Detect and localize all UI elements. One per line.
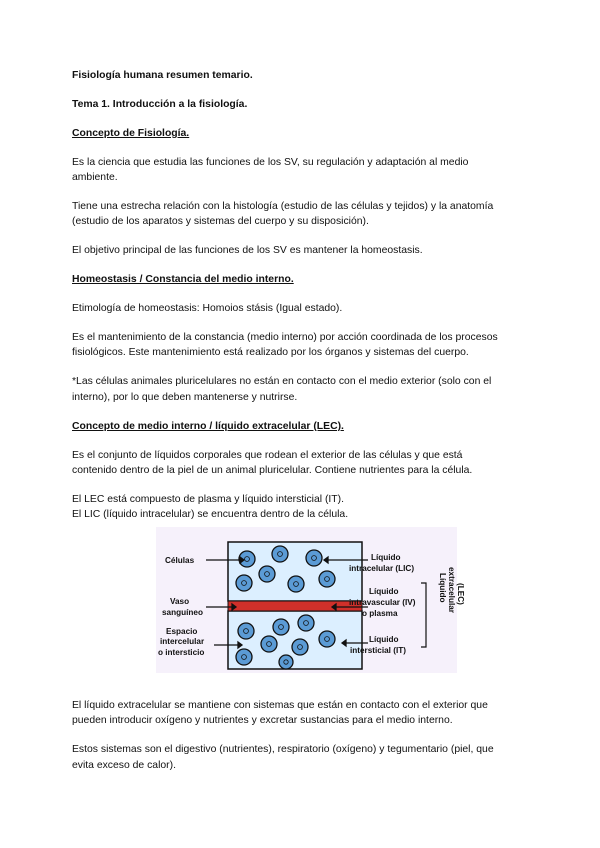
paragraph-line: Tiene una estrecha relación con la histología (estudio de las células y tejidos) y la anatomía	[72, 201, 494, 213]
paragraph-line: pueden introducir oxígeno y nutrientes y excretar sustancias para el medio interno.	[72, 715, 453, 727]
cell	[272, 546, 288, 562]
label-space-2: intercelular	[160, 637, 205, 646]
paragraph-line: El objetivo principal de las funciones de los SV es mantener la homeostasis.	[72, 245, 423, 257]
topic-title: Tema 1. Introducción a la fisiología.	[72, 98, 248, 110]
paragraph-line: *Las células animales pluricelulares no están en contacto con el medio exterior (solo con el	[72, 376, 492, 388]
section-heading-homeostasis: Homeostasis / Constancia del medio interno.	[72, 274, 294, 286]
label-vessel-2: sanguíneo	[162, 608, 203, 617]
paragraph-line: Es el conjunto de líquidos corporales que rodean el exterior de las células y que está	[72, 449, 463, 461]
document-page-bottom	[72, 698, 532, 773]
cell	[298, 615, 314, 631]
cell	[292, 639, 308, 655]
label-iv-1: Líquido	[369, 587, 399, 596]
cell	[236, 575, 252, 591]
diagram-svg	[156, 527, 465, 673]
cell	[279, 655, 293, 669]
paragraph-line: fisiológicos. Este mantenimiento está realizado por los órganos y sistemas del cuerpo.	[72, 347, 469, 359]
cell	[238, 623, 254, 639]
paragraph-line: ambiente.	[72, 172, 118, 184]
paragraph-line: El LEC está compuesto de plasma y líquido intersticial (IT).	[72, 493, 345, 505]
paragraph-line: interno), por lo que deben mantenerse y nutrirse.	[72, 391, 298, 403]
cell	[259, 566, 275, 582]
label-lec-2: extracelular	[447, 567, 456, 613]
paragraph-line: evita exceso de calor).	[72, 759, 176, 771]
cell	[236, 649, 252, 665]
section-heading-internal-medium: Concepto de medio interno / líquido extracelular (LEC).	[72, 420, 344, 432]
label-it-2: intersticial (IT)	[350, 646, 406, 655]
paragraph-line: (estudio de los aparatos y sistemas del cuerpo y su disposición).	[72, 216, 369, 228]
cell	[306, 550, 322, 566]
label-cells: Células	[165, 556, 195, 565]
cell	[288, 576, 304, 592]
label-lic-2: intracelular (LIC)	[349, 564, 415, 573]
paragraph-line: contenido dentro de la piel de un animal pluricelular. Contiene nutrientes para la célula.	[72, 465, 473, 476]
fluid-compartments-diagram	[156, 527, 465, 673]
paragraph-line: Es la ciencia que estudia las funciones de los SV, su regulación y adaptación al medio	[72, 156, 469, 168]
label-lic-1: Líquido	[371, 553, 401, 562]
label-space-3: o intersticio	[158, 648, 205, 657]
paragraph-line: El líquido extracelular se mantiene con sistemas que están en contacto con el exterior que	[72, 700, 488, 711]
paragraph-line: Etimología de homeostasis: Homoios stásis (Igual estado).	[72, 303, 343, 315]
cell	[261, 636, 277, 652]
cell	[319, 571, 335, 587]
label-space-1: Espacio	[166, 627, 198, 636]
label-it-1: Líquido	[369, 635, 399, 644]
paragraph-line: Es el mantenimiento de la constancia (medio interno) por acción coordinada de los procesos	[72, 332, 498, 344]
paragraph-line: El LIC (líquido intracelular) se encuentra dentro de la célula.	[72, 509, 349, 521]
cell	[273, 619, 289, 635]
blood-vessel	[228, 601, 362, 611]
label-iv-2: intravascular (IV)	[349, 598, 416, 607]
label-lec-1: Líquido	[438, 573, 447, 603]
document-title: Fisiología humana resumen temario.	[72, 70, 253, 81]
label-vessel-1: Vaso	[170, 597, 190, 606]
section-heading-physiology: Concepto de Fisiología.	[72, 127, 190, 139]
lec-bracket	[421, 583, 426, 647]
label-iv-3: o plasma	[362, 609, 398, 618]
label-lec-3: (LEC)	[456, 583, 465, 605]
cell	[319, 631, 335, 647]
paragraph-line: Estos sistemas son el digestivo (nutrientes), respiratorio (oxígeno) y tegumentario (piel, que	[72, 744, 494, 756]
document-page	[72, 68, 532, 523]
